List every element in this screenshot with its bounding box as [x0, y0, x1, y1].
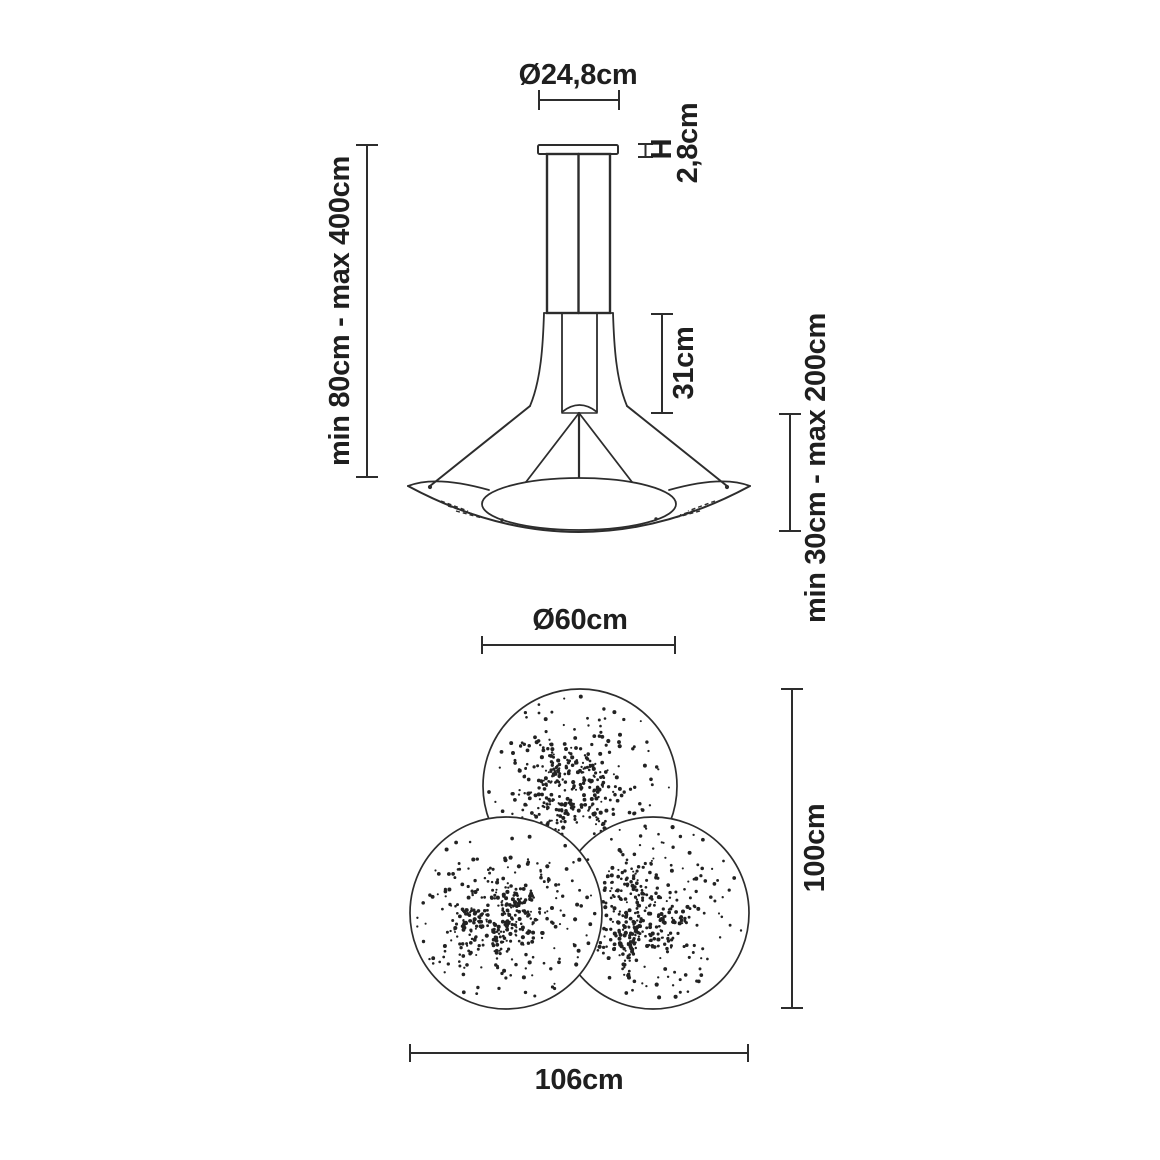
- suspension-rods: [547, 154, 610, 313]
- rim-stud-left: [500, 518, 503, 521]
- front-disc-profile: [482, 478, 676, 530]
- overall-width-label: 106cm: [534, 1064, 624, 1096]
- cable-anchor-right: [725, 485, 729, 489]
- shade-cables: [428, 406, 729, 489]
- top-view: [410, 604, 831, 1096]
- canopy-diameter-label: Ø24,8cm: [518, 59, 638, 91]
- side-view: [324, 59, 832, 623]
- rim-stud-right: [654, 517, 657, 520]
- shade-drop-range-label: min 30cm - max 200cm: [800, 313, 832, 623]
- canopy-height-prefix-label: H: [646, 138, 678, 160]
- disc-bottom-left: [410, 817, 602, 1009]
- overall-depth-label: 100cm: [799, 803, 831, 893]
- canopy-height-label: 2,8cm: [672, 102, 704, 184]
- right-wing-hatching: [674, 501, 715, 518]
- dim-disc-diameter: [482, 604, 675, 653]
- disc-diameter-label: Ø60cm: [532, 604, 628, 636]
- shade-profile: [408, 478, 750, 532]
- dim-canopy-diameter: [519, 59, 638, 109]
- cable-anchor-left: [428, 485, 432, 489]
- dim-shade-drop-range: [780, 313, 832, 623]
- left-wing-edge: [408, 481, 489, 490]
- dim-canopy-height: [646, 103, 704, 184]
- dim-overall-width: [410, 1045, 748, 1096]
- body-height-label: 31cm: [668, 326, 700, 400]
- lamp-body-bell: [530, 313, 627, 413]
- suspension-range-label: min 80cm - max 400cm: [324, 156, 356, 466]
- dim-body-height: [652, 314, 700, 413]
- dim-overall-depth: [782, 689, 831, 1008]
- right-wing-edge: [669, 481, 750, 490]
- canopy-shape: [538, 145, 618, 154]
- dim-suspension-range: [324, 145, 377, 477]
